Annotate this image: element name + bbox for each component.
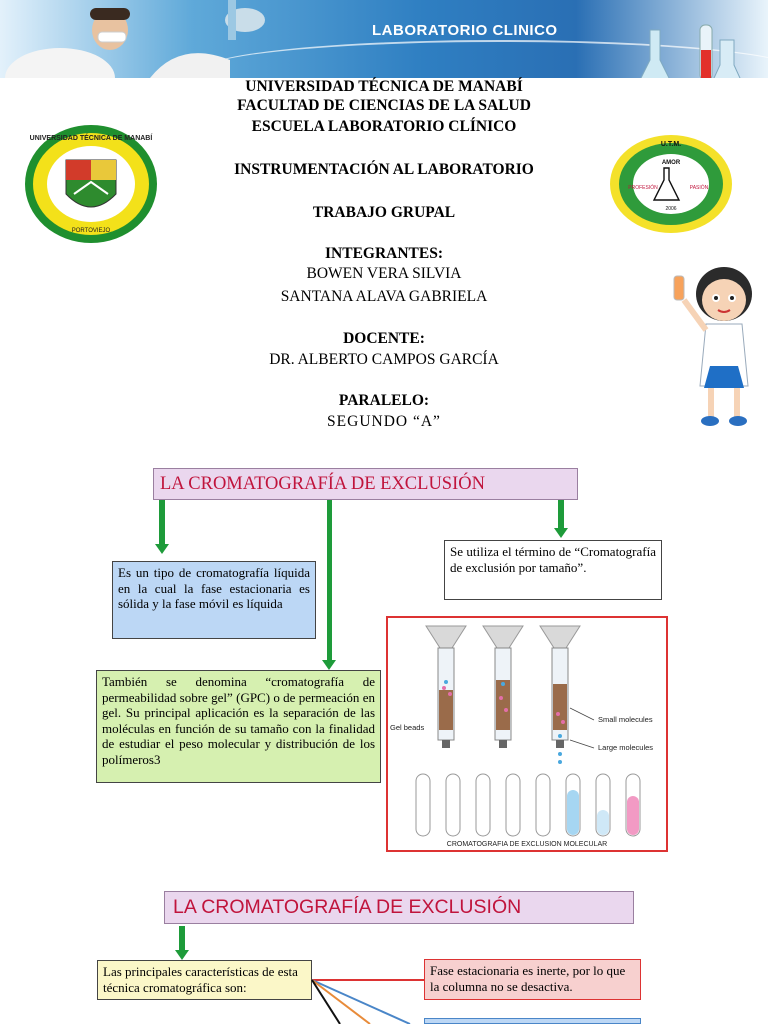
seal-right-text: PASIÓN (689, 185, 709, 191)
connector-lines (300, 970, 440, 1024)
columns-illustration (388, 618, 666, 850)
member-2: SANTANA ALAVA GABRIELA (280, 288, 488, 305)
seal-year: 2006 (665, 206, 677, 212)
banner-title: LABORATORIO CLINICO (372, 22, 558, 39)
gpc-box: También se denomina “cromatografía de permeabilidad sobre gel” (GPC) o de permeación en gel. Su principal aplicación es la separación de las moléculas en función de su tamaño con la finalidad de estudiar el peso molecular y distribución de los polímeros3 (96, 670, 381, 783)
scientist-image (0, 0, 300, 78)
arrow-center-head (322, 660, 336, 670)
member-1: BOWEN VERA SILVIA (306, 265, 462, 282)
seal-top-text: U.T.M. (660, 141, 682, 148)
arrow-left-head (155, 544, 169, 554)
characteristics-box: Las principales características de esta técnica cromatográfica son: (97, 960, 312, 1000)
faculty-name: FACULTAD DE CIENCIAS DE LA SALUD (237, 97, 531, 114)
university-name: UNIVERSIDAD TÉCNICA DE MANABÍ (245, 78, 523, 95)
flasks-image (600, 20, 760, 78)
term-box: Se utiliza el término de “Cromatografía de exclusión por tamaño”. (444, 540, 662, 600)
university-seal (24, 124, 158, 244)
section1-title: LA CROMATOGRAFÍA DE EXCLUSIÓN (153, 468, 578, 500)
teacher-name: DR. ALBERTO CAMPOS GARCÍA (269, 351, 499, 368)
work-type: TRABAJO GRUPAL (312, 204, 456, 221)
diagram-caption: CROMATOGRAFIA DE EXCLUSION MOLECULAR (446, 841, 608, 848)
definition-box: Es un tipo de cromatografía líquida en la cual la fase estacionaria es sólida y la fase móvil es líquida (112, 561, 316, 639)
arrow-right-shaft (558, 500, 564, 528)
header-banner (0, 0, 768, 78)
chromatography-diagram (386, 616, 668, 852)
arrow-left-shaft (159, 500, 165, 545)
arrow-center-shaft (327, 500, 332, 660)
school-name: ESCUELA LABORATORIO CLÍNICO (251, 118, 517, 135)
parallel-label: PARALELO: (338, 392, 430, 409)
seal-center-text: AMOR (661, 160, 681, 166)
seal-ring-text: UNIVERSIDAD TÉCNICA DE MANABÍ (29, 135, 153, 142)
next-box-partial (424, 1018, 641, 1024)
label-gel-beads: Gel beads (390, 723, 425, 732)
subject-name: INSTRUMENTACIÓN AL LABORATORIO (234, 161, 534, 178)
arrow-right-head (554, 528, 568, 538)
section2-title: LA CROMATOGRAFÍA DE EXCLUSIÓN (164, 891, 634, 924)
label-large-molecules: Large molecules (598, 743, 654, 752)
seal-left-text: PROFESIÓN (628, 185, 658, 191)
teacher-label: DOCENTE: (343, 330, 425, 347)
members-label: INTEGRANTES: (325, 245, 443, 262)
label-small-molecules: Small molecules (598, 715, 653, 724)
parallel-value: SEGUNDO “A” (327, 413, 441, 430)
arrow-section2-head (175, 950, 189, 960)
arrow-section2-shaft (179, 926, 185, 950)
seal-bottom-text: PORTOVIEJO (71, 228, 111, 234)
stationary-phase-box: Fase estacionaria es inerte, por lo que la columna no se desactiva. (424, 959, 641, 1000)
